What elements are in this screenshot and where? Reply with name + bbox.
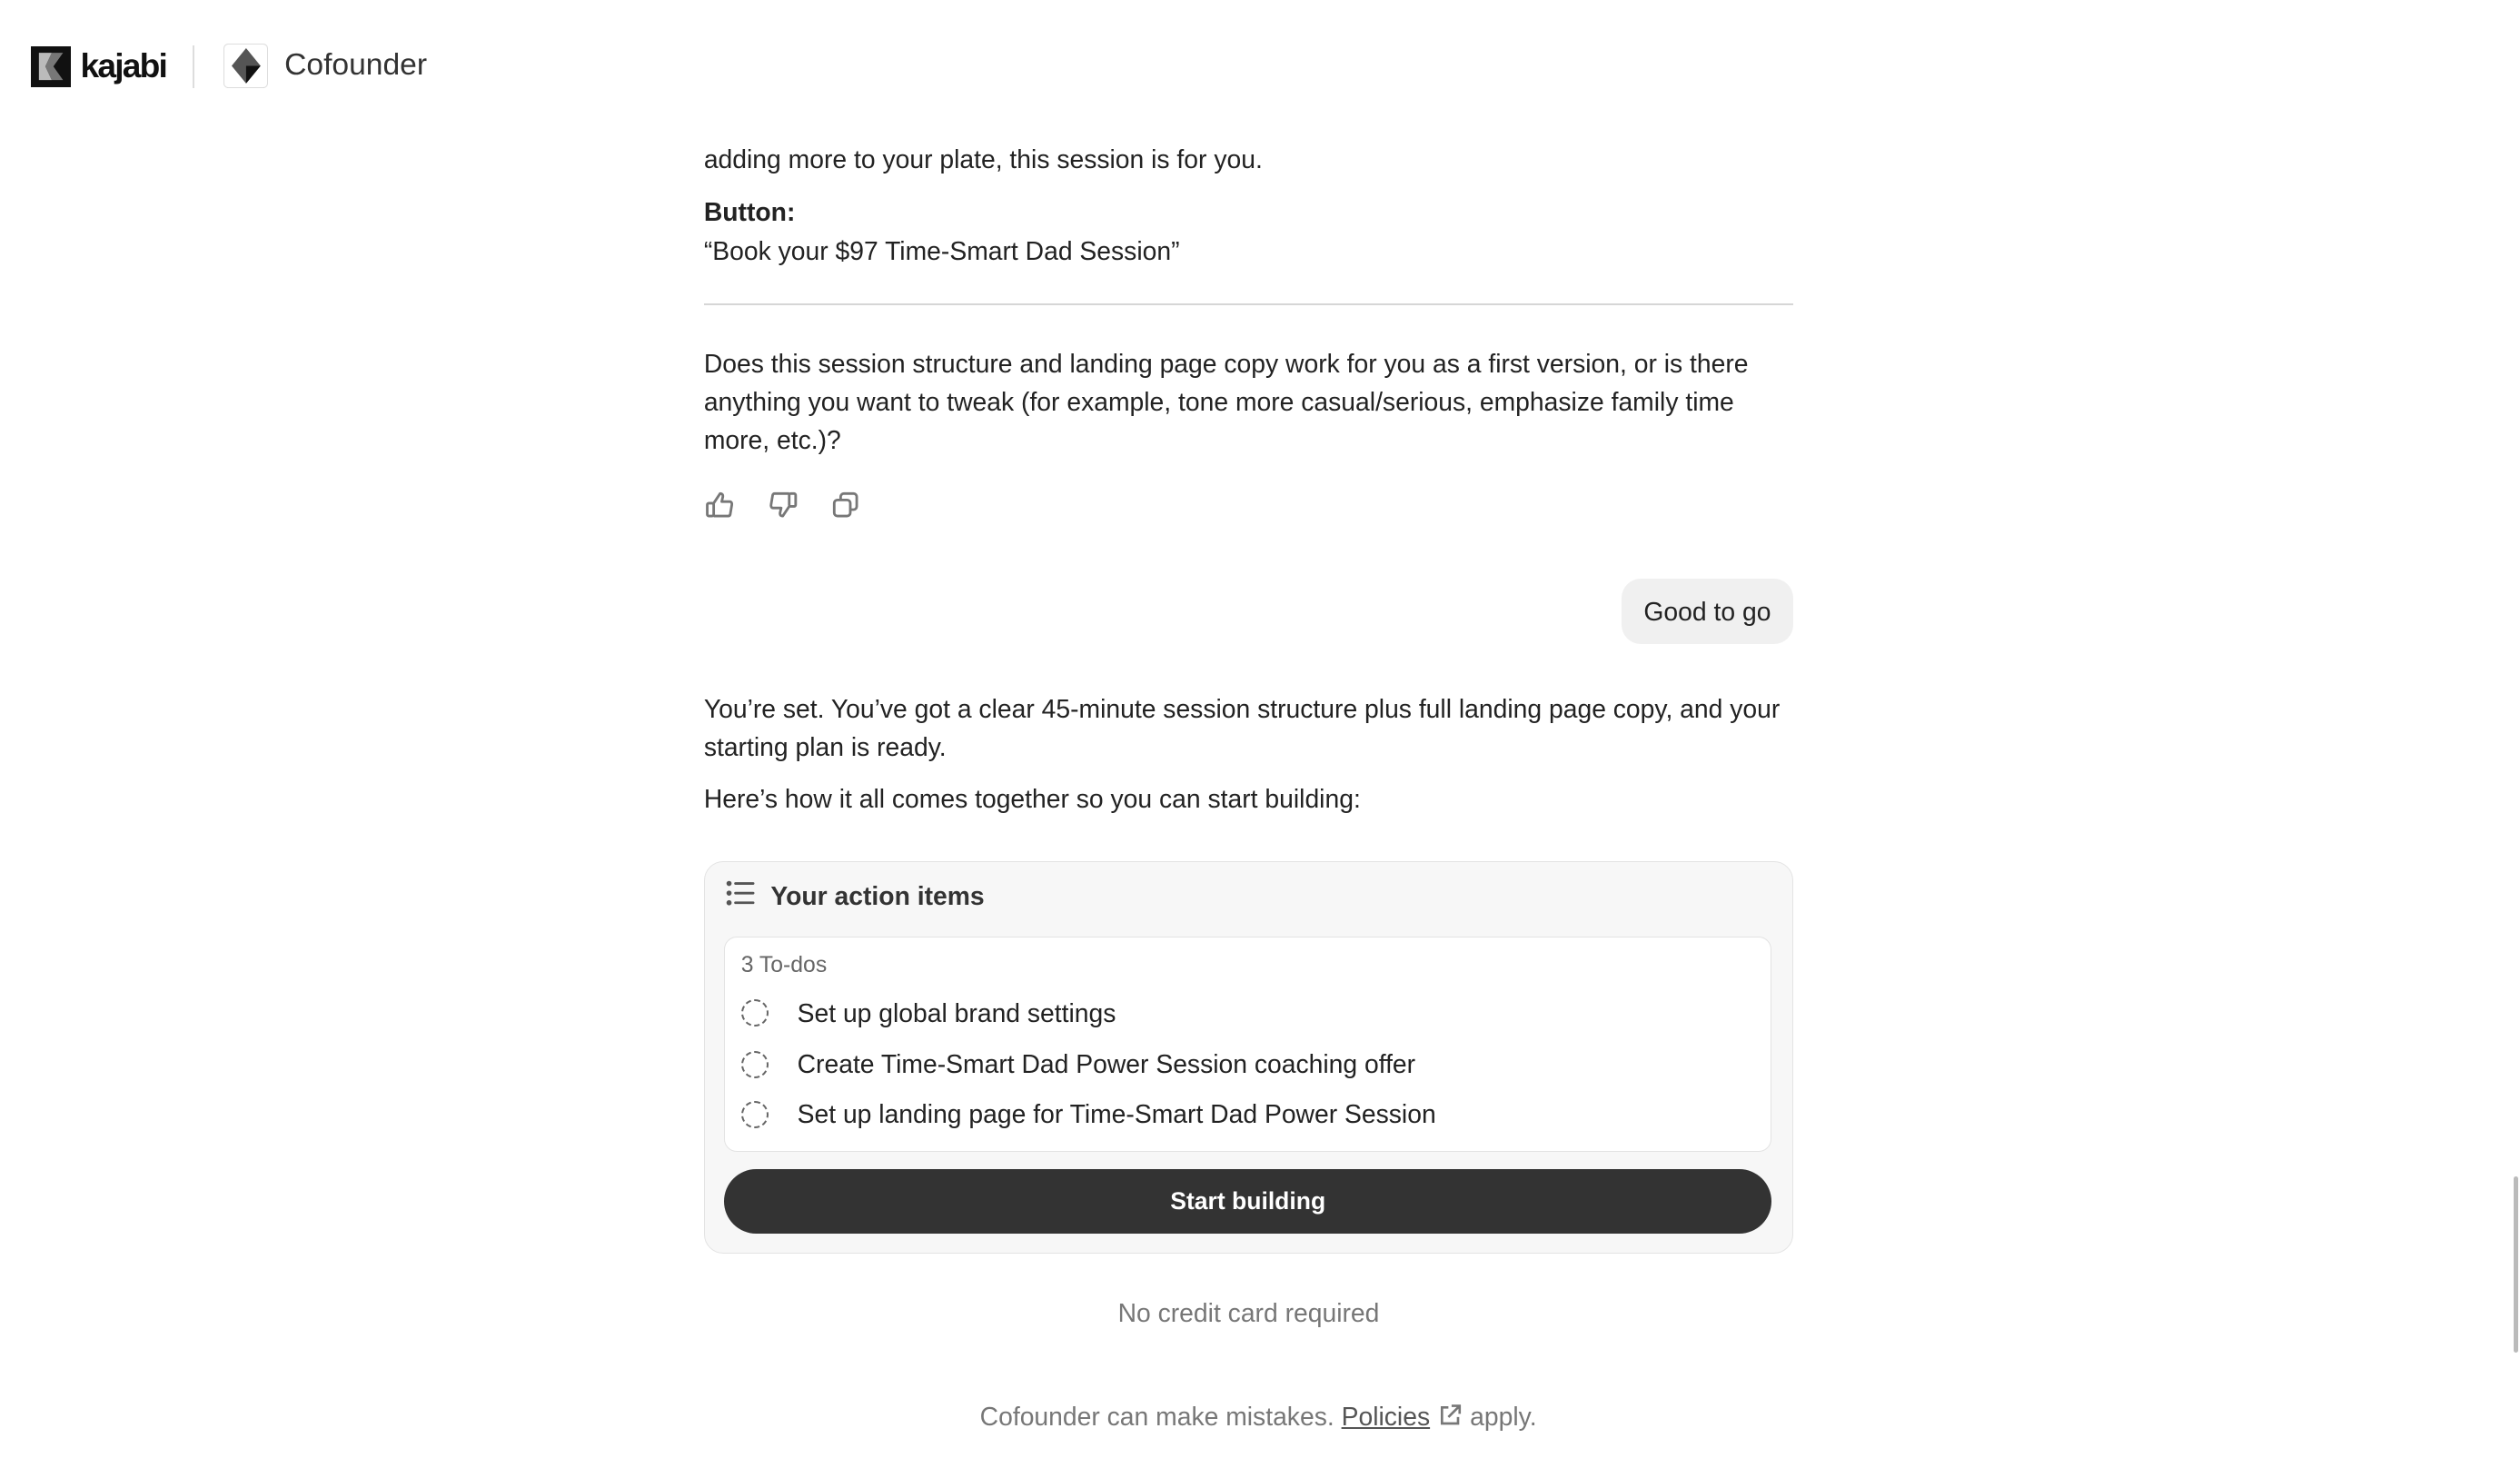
divider [704,303,1793,305]
disclaimer-suffix: apply. [1470,1401,1537,1431]
action-items-card [704,861,1793,1254]
todo-list [724,937,1771,1152]
disclaimer-text: Cofounder can make mistakes. [979,1401,1334,1431]
pending-circle-icon [741,1101,769,1128]
footer-disclaimer [0,1402,2516,1432]
pending-circle-icon [741,999,769,1027]
policies-link[interactable]: Policies [1341,1401,1431,1431]
product-name: Cofounder [284,48,428,83]
button-copy: “Book your $97 Time-Smart Dad Session” [703,235,1180,265]
no-credit-card-note: No credit card required [1117,1298,1380,1328]
thumbs-up-icon[interactable] [704,489,736,521]
user-message-bubble: Good to go [1622,579,1794,645]
assistant-reply: You’re set. You’ve got a clear 45-minute session structure plus full landing page copy, and your starting plan is ready. [703,693,1781,762]
external-link-icon[interactable] [1437,1402,1463,1431]
todo-item[interactable] [741,998,1116,1028]
copy-icon[interactable] [829,489,861,521]
thumbs-down-icon[interactable] [767,489,799,521]
todo-count: 3 To-dos [740,953,828,978]
scrollbar[interactable] [2514,1176,2518,1354]
todo-label: Set up landing page for Time-Smart Dad Power Session [797,1099,1436,1129]
todo-label: Create Time-Smart Dad Power Session coaching offer [797,1049,1416,1079]
cofounder-logo-icon [223,44,269,89]
pending-circle-icon [741,1051,769,1078]
list-icon [726,880,755,912]
assistant-question: Does this session structure and landing page copy work for you as a first version, or is there anything you want to tweak (for example, tone more casual/serious, emphasize family time more, etc.)? [703,348,1749,455]
prev-message-line: adding more to your plate, this session is for you. [703,144,1263,174]
kajabi-logo-icon [31,46,71,86]
todo-item[interactable] [741,1049,1415,1079]
card-title: Your action items [770,880,985,910]
feedback-bar [704,489,861,521]
assistant-reply-2: Here’s how it all comes together so you can start building: [703,783,1361,813]
start-building-button[interactable]: Start building [724,1169,1771,1234]
kajabi-wordmark: kajabi [80,46,167,85]
header-divider [193,45,194,89]
todo-label: Set up global brand settings [797,997,1116,1027]
button-label: Button: [703,197,796,227]
todo-item[interactable] [741,1099,1436,1129]
